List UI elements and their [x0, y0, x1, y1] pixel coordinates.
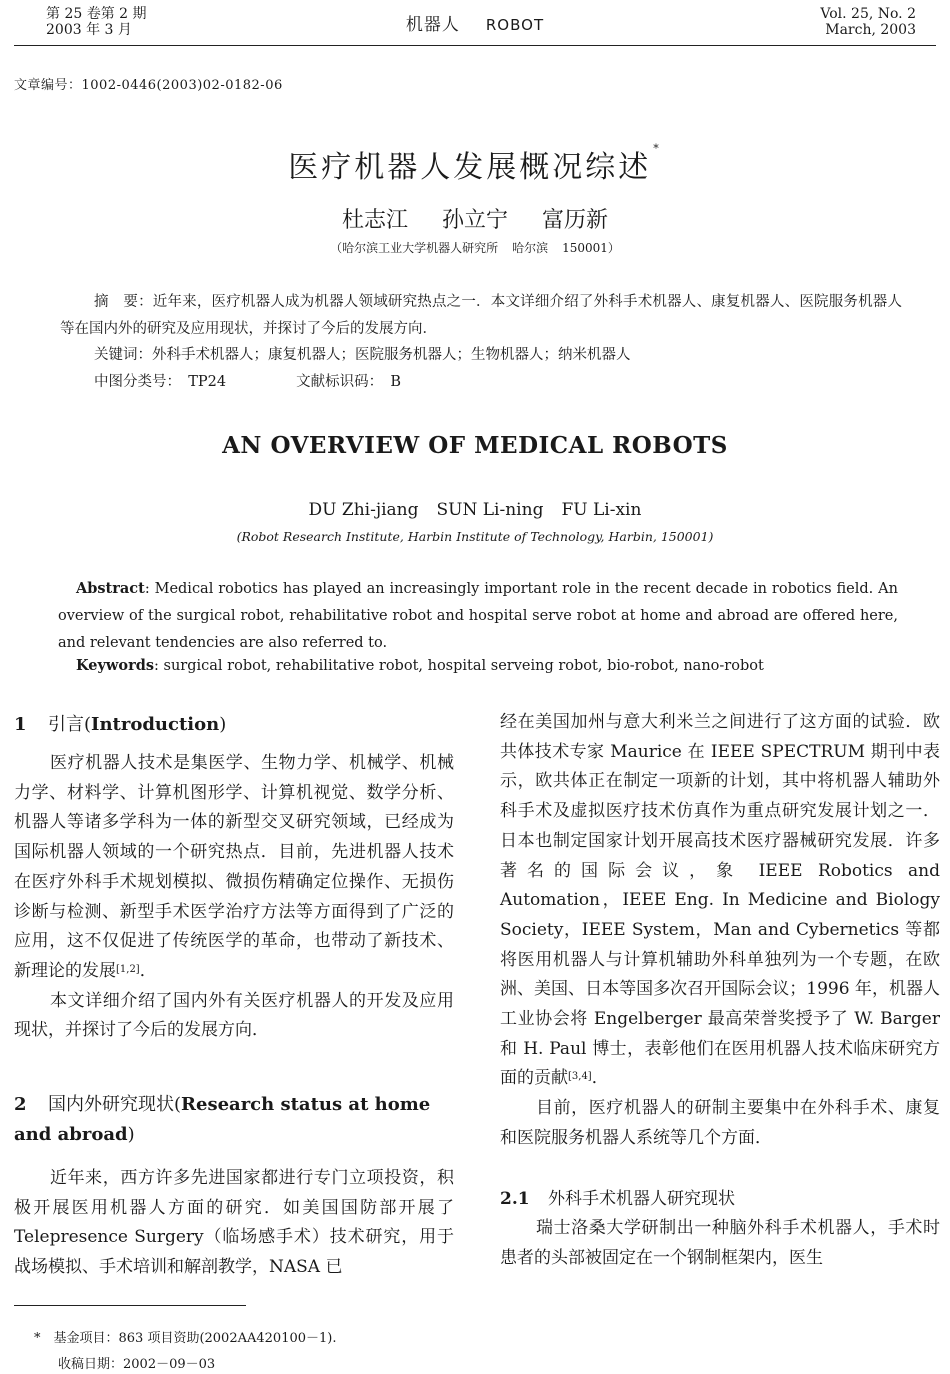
section-title-cn: 引言( [48, 714, 92, 735]
author-cn: 富历新 [542, 208, 609, 233]
title-cn [0, 142, 950, 186]
subsection-heading-2-1 [500, 1184, 735, 1214]
title-cn-text: 医疗机器人发展概况综述 [288, 150, 652, 185]
paragraph: 目前，医疗机器人的研制主要集中在外科手术、康复和医院服务机器人系统等几个方面． [500, 1098, 940, 1148]
paragraph-text: 医疗机器人技术是集医学、生物力学、机械学、机械力学、材料学、计算机图形学、计算机视觉、数学分析、机器人等诸多学科为一体的新型交叉研究领域，已经成为国际机器人领域的一个研究热点．目前，先进机器人技术在医疗外科手术规划模拟、微损伤精确定位操作、无损伤诊断与检测、新型手术医学治疗方法等方面得到了广泛的应用，这不仅促进了传统医学的革命，也带动了新技术、新理论的发展 [14, 753, 454, 981]
affiliation-city: 哈尔滨 [512, 241, 549, 255]
volume-issue-cn: 第 25 卷第 2 期 [46, 6, 147, 22]
subsection-2-1-body [500, 1214, 940, 1273]
date-cn: 2003 年 3 月 [46, 22, 132, 38]
keywords-en-text: : surgical robot, rehabilitative robot, hospital serveing robot, bio-robot, nano-robot [154, 658, 764, 674]
section-title-close: ) [219, 714, 227, 735]
citation: [1,2] [116, 963, 140, 975]
section-heading-1 [14, 710, 226, 740]
paragraph: 近年来，西方许多先进国家都进行专门立项投资，积极开展医用机器人方面的研究．如美国国防部开展了 Telepresence Surgery（临场感手术）技术研究，用于战场模拟、手术培训和解剖教学，NASA 已 [14, 1168, 454, 1278]
clc-number: 中图分类号： TP24 [94, 374, 227, 390]
document-code: 文献标识码： B [296, 374, 402, 390]
journal-name [0, 10, 950, 35]
date-en: March, 2003 [825, 22, 916, 38]
section2-body-right [500, 708, 940, 1154]
section-number: 1 [14, 714, 27, 735]
affiliation-institute: （哈尔滨工业大学机器人研究所 [330, 241, 499, 255]
section-title-en: Research status at home and abroad [14, 1094, 431, 1145]
subsection-number: 2.1 [500, 1189, 530, 1209]
keywords-cn: 关键词：外科手术机器人；康复机器人；医院服务机器人；生物机器人；纳米机器人 [94, 347, 631, 363]
abstract-en-label: Abstract [76, 580, 145, 597]
abstract-en-text: : Medical robotics has played an increasingly important role in the recent decade in robotics field. An overview of the surgical robot, rehabilitative robot and hospital serve robot at home and abroad are offered here, and relevant tendencies are also referred to. [58, 581, 898, 651]
affiliation-cn [0, 239, 950, 256]
header-volume-en [820, 6, 916, 38]
paragraph: 本文详细介绍了国内外有关医疗机器人的开发及应用现状，并探讨了今后的发展方向． [14, 990, 454, 1041]
author-cn: 杜志江 [341, 208, 408, 233]
abstract-en [58, 575, 898, 657]
header-rule [14, 45, 936, 46]
paragraph-continued [500, 708, 940, 1094]
keywords-en [76, 657, 764, 674]
footnote-received: 收稿日期：2002－09－03 [58, 1357, 216, 1372]
journal-name-cn: 机器人 [405, 15, 460, 35]
paragraph [14, 749, 454, 987]
section-heading-2 [14, 1090, 454, 1150]
journal-name-en: ROBOT [485, 16, 545, 34]
footnote-rule [14, 1305, 246, 1306]
title-footnote-mark: * [653, 142, 662, 155]
section-title-close: ) [127, 1124, 135, 1145]
footnote-fund: * 基金项目：863 项目资助(2002AA420100－1). [34, 1331, 337, 1346]
authors-en [0, 500, 950, 520]
author-en: SUN Li-ning [436, 500, 544, 520]
section1-body [14, 749, 454, 1046]
paragraph-end: ． [591, 1068, 609, 1089]
author-cn: 孙立宁 [441, 208, 508, 233]
section-number: 2 [14, 1094, 27, 1115]
classification-cn [94, 370, 401, 391]
section-title-en: Introduction [91, 714, 220, 735]
author-en: FU Li-xin [561, 500, 642, 520]
section2-body-left [14, 1164, 454, 1283]
article-number: 文章编号：1002-0446(2003)02-0182-06 [14, 78, 283, 93]
abstract-cn: 摘 要：近年来，医疗机器人成为机器人领域研究热点之一．本文详细介绍了外科手术机器人、康复机器人、医院服务机器人等在国内外的研究及应用现状，并探讨了今后的发展方向． [60, 294, 902, 337]
volume-issue-en: Vol. 25, No. 2 [820, 6, 916, 22]
affiliation-postcode: 150001） [562, 241, 620, 255]
keywords-en-label: Keywords [76, 657, 155, 674]
section-title-cn: 国内外研究现状( [48, 1094, 182, 1115]
paragraph-text: 经在美国加州与意大利米兰之间进行了这方面的试验．欧共体技术专家 Maurice 在 IEEE SPECTRUM 期刊中表示，欧共体正在制定一项新的计划，其中将机器人辅助外科手术及虚拟医疗技术仿真作为重点研究发展计划之一．日本也制定国家计划开展高技术医疗器械研究发展．许多著名的国际会议，象 IEEE Robotics and Automation，IEEE Eng. In Medicine and Biology Society，IEEE System，Man and Cybernetics 等都将医用机器人与计算机辅助外科单独列为一个专题，在欧洲、美国、日本等国多次召开国际会议；1996 年，机器人工业协会将 Engelberger 最高荣誉奖授予了 W. Barger 和 H. Paul 博士，表彰他们在医用机器人技术临床研究方面的贡献 [500, 712, 940, 1089]
affiliation-en: (Robot Research Institute, Harbin Institute of Technology, Harbin, 150001) [236, 529, 714, 544]
title-en: AN OVERVIEW OF MEDICAL ROBOTS [222, 432, 728, 459]
paragraph: 瑞士洛桑大学研制出一种脑外科手术机器人，手术时患者的头部被固定在一个钢制框架内，医生 [500, 1218, 940, 1268]
paragraph-end: ． [139, 960, 157, 981]
subsection-title: 外科手术机器人研究现状 [548, 1189, 735, 1209]
authors-cn [0, 203, 950, 234]
author-en: DU Zhi-jiang [308, 500, 419, 520]
citation: [3,4] [568, 1071, 592, 1083]
